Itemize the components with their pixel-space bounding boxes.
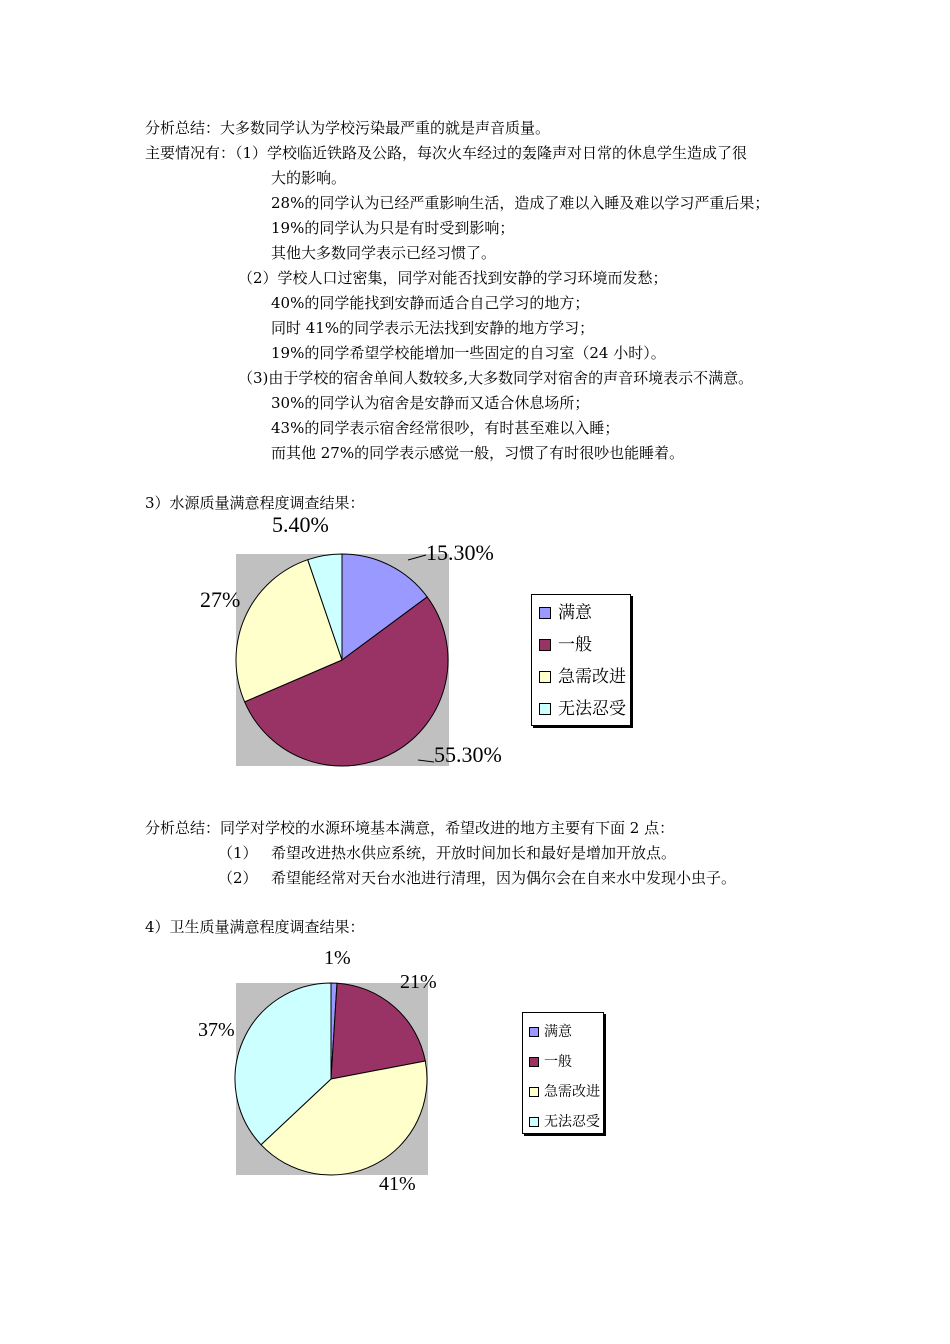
hygiene-chart-legend	[522, 1012, 604, 1134]
water-point1-text: 希望改进热水供应系统，开放时间加长和最好是增加开放点。	[271, 844, 677, 862]
point1-line1: 28%的同学认为已经严重影响生活，造成了难以入睡及难以学习严重后果；	[271, 194, 770, 212]
point1-line3: 其他大多数同学表示已经习惯了。	[271, 244, 497, 262]
legend-label: 急需改进	[544, 1084, 600, 1100]
legend-label: 一般	[558, 635, 592, 655]
legend-swatch	[529, 1057, 539, 1067]
legend-label: 满意	[544, 1024, 572, 1040]
point1-line2: 19%的同学认为只是有时受到影响；	[271, 219, 515, 237]
point2-line1: 40%的同学能找到安静而适合自己学习的地方；	[271, 294, 590, 312]
main-intro-line: 主要情况有：（1）学校临近铁路及公路，每次火车经过的轰隆声对日常的休息学生造成了很	[145, 144, 748, 162]
data-label: 15.30%	[426, 540, 494, 565]
legend-item	[523, 1047, 603, 1077]
data-label: 37%	[198, 1019, 235, 1041]
point3-heading: （3)由于学校的宿舍单间人数较多,大多数同学对宿舍的声音环境表示不满意。	[238, 369, 754, 387]
point3-line1: 30%的同学认为宿舍是安静而又适合休息场所；	[271, 394, 590, 412]
point3-line2: 43%的同学表示宿舍经常很吵，有时甚至难以入睡；	[271, 419, 620, 437]
water-point1-num: （1）	[218, 844, 258, 862]
data-label: 1%	[324, 947, 351, 969]
legend-swatch	[529, 1027, 539, 1037]
data-label: 21%	[400, 971, 437, 993]
legend-swatch	[529, 1117, 539, 1127]
legend-item	[523, 1107, 603, 1137]
main-cont-line: 大的影响。	[271, 169, 347, 187]
legend-swatch	[529, 1087, 539, 1097]
water-point2-text: 希望能经常对天台水池进行清理，因为偶尔会在自来水中发现小虫子。	[271, 869, 737, 887]
legend-label: 无法忍受	[544, 1114, 600, 1130]
point2-line3: 19%的同学希望学校能增加一些固定的自习室（24 小时）。	[271, 344, 666, 362]
data-label: 27%	[200, 587, 241, 612]
legend-label: 一般	[544, 1054, 572, 1070]
point3-line3: 而其他 27%的同学表示感觉一般，习惯了有时很吵也能睡着。	[271, 444, 685, 462]
point2-line2: 同时 41%的同学表示无法找到安静的地方学习；	[271, 319, 595, 337]
water-heading: 3）水源质量满意程度调查结果：	[145, 494, 365, 512]
pie-group-2	[198, 947, 437, 1195]
legend-item	[523, 1077, 603, 1107]
legend-item	[523, 1017, 603, 1047]
legend-label: 满意	[558, 603, 592, 623]
legend-label: 急需改进	[558, 667, 626, 687]
water-summary: 分析总结：同学对学校的水源环境基本满意，希望改进的地方主要有下面 2 点：	[145, 819, 675, 837]
summary-line: 分析总结：大多数同学认为学校污染最严重的就是声音质量。	[145, 119, 551, 137]
legend-label: 无法忍受	[558, 699, 626, 719]
point2-heading: （2）学校人口过密集，同学对能否找到安静的学习环境而发愁；	[238, 269, 668, 287]
data-label: 5.40%	[272, 512, 329, 537]
data-label: 41%	[379, 1173, 416, 1195]
water-point2-num: （2）	[218, 869, 258, 887]
hygiene-heading: 4）卫生质量满意程度调查结果：	[145, 918, 365, 936]
data-label: 55.30%	[434, 742, 502, 767]
